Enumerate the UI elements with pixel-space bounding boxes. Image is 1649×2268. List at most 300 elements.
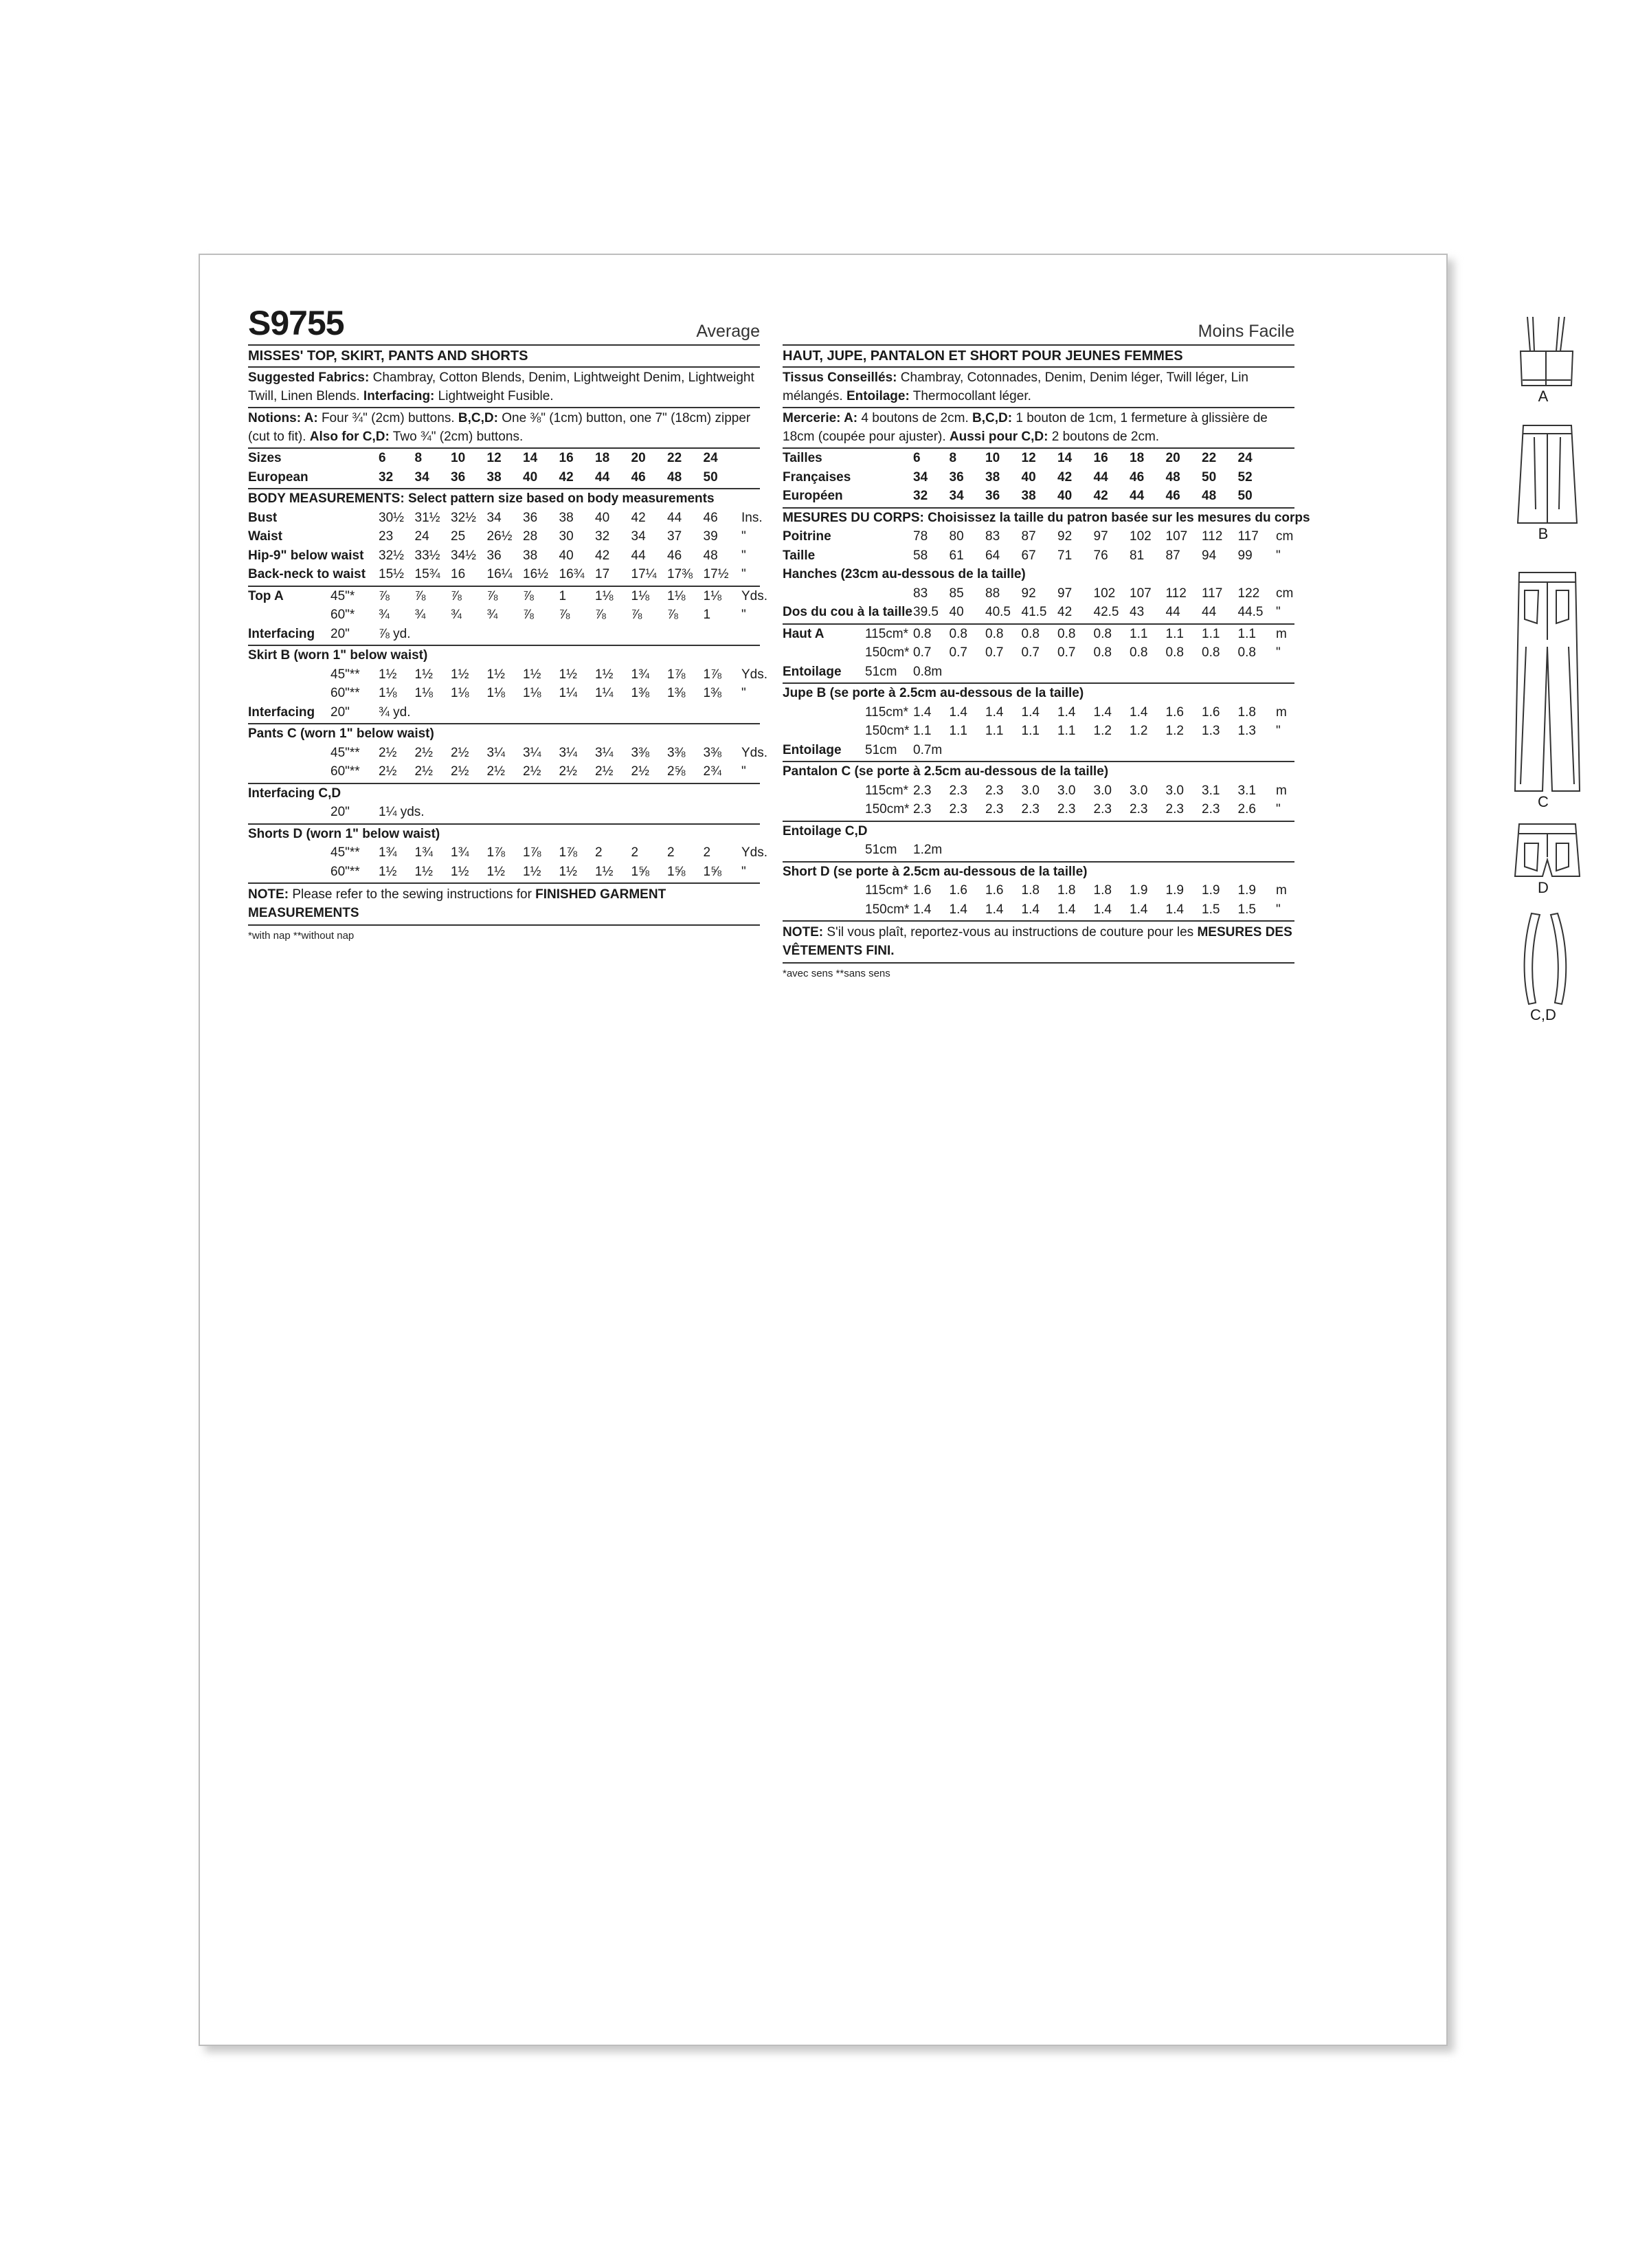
table-cell: 2½ (379, 745, 397, 760)
table-cell: 1½ (451, 864, 469, 879)
table-row (783, 741, 1294, 760)
table-cell: 92 (1057, 529, 1073, 544)
table-cell: 2½ (451, 745, 469, 760)
table-cell: 16 (451, 567, 466, 581)
table-cell: 2½ (595, 764, 614, 779)
table-cell: 18 (595, 451, 610, 465)
table-cell: 0.8 (949, 626, 967, 641)
table-cell: 34 (949, 489, 964, 503)
table-row (248, 587, 768, 606)
table-cell: 0.8 (1130, 645, 1148, 660)
view-label-a: A (1538, 388, 1549, 405)
unit-label: cm (1276, 529, 1294, 544)
unit-label: " (1276, 645, 1281, 660)
table-cell: 26½ (486, 529, 513, 544)
table-row (248, 605, 760, 625)
unit-label: m (1276, 704, 1287, 720)
table-cell: 81 (1130, 548, 1145, 563)
table-cell: 39.5 (913, 605, 939, 619)
yardage-section (783, 863, 1294, 922)
table-cell: 1.1 (985, 724, 1004, 738)
table-cell: 16¾ (559, 567, 585, 581)
interfacing-text-fr: Thermocollant léger. (909, 389, 1031, 403)
table-row (783, 822, 1294, 841)
interfacing-label-fr: Entoilage: (846, 389, 910, 403)
notions-bcd-text-fr: 1 bouton de 1cm, 1 fermeture à glissière de 18cm (coupée pour ajuster). (783, 411, 1268, 444)
table-cell: 0.8 (1237, 645, 1256, 660)
row-label: Jupe B (se porte à 2.5cm au-dessous de la taille) (783, 686, 1084, 700)
table-cell: ⅞ (486, 588, 498, 603)
body-rows-fr (783, 527, 1294, 622)
table-row (783, 565, 1294, 584)
table-cell: 38 (1021, 489, 1036, 503)
table-row (248, 565, 760, 584)
table-cell: 1½ (559, 864, 577, 879)
footnote: *with nap **without nap (248, 930, 355, 942)
table-cell: 48 (1165, 469, 1180, 485)
table-row (248, 784, 760, 803)
fabric-width: 45"** (330, 667, 360, 682)
table-cell: 0.7 (913, 645, 932, 660)
table-cell: 41.5 (1021, 605, 1047, 619)
straps-cd-illustration (1525, 913, 1567, 1004)
table-row (248, 646, 760, 665)
yardage-section (783, 625, 1294, 685)
table-cell: 1.4 (1057, 704, 1076, 720)
table-cell: 2.3 (985, 783, 1004, 798)
table-cell: ¾ (379, 608, 390, 622)
table-cell: 40 (559, 548, 574, 563)
table-cell: 1⅝ (631, 864, 649, 879)
table-cell: 38 (523, 548, 538, 563)
table-row (783, 684, 1294, 703)
table-cell: 2.3 (949, 802, 967, 816)
table-cell: 0.7 (1057, 645, 1076, 660)
table-row (248, 724, 760, 744)
table-cell: 14 (1057, 451, 1073, 465)
table-row (783, 603, 1294, 622)
table-cell: ⅞ (667, 608, 678, 622)
table-cell: 1¾ (451, 845, 469, 860)
table-cell: ⅞ (379, 588, 390, 603)
table-cell: 97 (1057, 586, 1073, 601)
table-cell: 1.8 (1057, 883, 1076, 898)
table-cell: 8 (949, 451, 957, 465)
table-row (783, 881, 1294, 900)
table-cell: 117 (1237, 529, 1259, 544)
table-cell: 0.8 (1093, 626, 1112, 641)
table-cell: 88 (985, 586, 1000, 601)
table-cell: 1.1 (1237, 626, 1256, 641)
table-cell: 34 (414, 469, 429, 485)
table-cell: 24 (1237, 451, 1253, 465)
table-cell: 52 (1237, 469, 1253, 485)
table-row (783, 449, 1294, 468)
english-header (248, 303, 760, 346)
unit-label: " (741, 608, 746, 622)
notions-also-label: Also for C,D: (309, 430, 390, 444)
table-cell: 102 (1130, 529, 1152, 544)
table-cell: 17⅜ (667, 567, 693, 581)
view-label-c: C (1538, 793, 1549, 810)
row-label: Européen (783, 489, 843, 503)
table-cell: 32½ (379, 548, 404, 563)
row-label: Haut A (783, 626, 824, 641)
line-art-column (1485, 317, 1622, 1073)
table-cell: 44 (1093, 469, 1108, 485)
table-row (248, 803, 760, 822)
table-cell: 46 (631, 469, 646, 485)
table-cell: ⅞ (523, 608, 534, 622)
table-cell: 50 (1202, 469, 1217, 485)
row-label: Bust (248, 510, 278, 525)
table-cell: 1.4 (985, 704, 1004, 720)
table-cell: 1.9 (1165, 883, 1184, 898)
unit-label: " (741, 529, 746, 544)
top-a-illustration (1521, 317, 1573, 386)
yardage-section (783, 762, 1294, 822)
table-cell: 1.4 (1130, 902, 1148, 917)
table-cell: 1⅛ (451, 686, 469, 700)
table-cell: 112 (1165, 586, 1187, 601)
table-cell: ¾ (486, 608, 498, 622)
table-row (783, 841, 1294, 860)
french-header (783, 303, 1294, 346)
table-row (248, 527, 760, 546)
table-cell: 3.0 (1057, 783, 1076, 798)
table-cell: 99 (1237, 548, 1253, 563)
table-cell: 24 (414, 529, 429, 544)
table-cell: ⅞ (414, 588, 426, 603)
table-cell: 40 (1021, 469, 1036, 485)
table-cell: ⅞ (523, 588, 534, 603)
row-label: Back-neck to waist (248, 567, 366, 581)
fabric-width: 20" (330, 805, 350, 819)
table-cell: 83 (985, 529, 1000, 544)
fabrics-block-fr (783, 368, 1294, 408)
table-row (783, 800, 1294, 819)
unit-label: " (1276, 548, 1281, 563)
table-cell: 50 (703, 469, 718, 485)
table-row (783, 527, 1294, 546)
table-cell: 2½ (379, 764, 397, 779)
yardage-text: 1¼ yds. (379, 805, 425, 819)
table-cell: 1.9 (1202, 883, 1220, 898)
row-label: Hip-9" below waist (248, 548, 364, 563)
note-text-fr: S'il vous plaît, reportez-vous au instructions de couture pour les (823, 925, 1198, 940)
fabric-width: 115cm* (865, 883, 909, 898)
table-cell: 2½ (523, 764, 541, 779)
interfacing-text: Lightweight Fusible. (434, 389, 554, 403)
table-cell: 46 (1130, 469, 1145, 485)
unit-label: Ins. (741, 510, 763, 525)
table-cell: 2.3 (949, 783, 967, 798)
yardage-text: 0.7m (913, 742, 943, 757)
table-cell: 1.4 (1057, 902, 1076, 917)
table-row (248, 744, 768, 763)
table-cell: 2 (595, 845, 603, 860)
fabrics-label-fr: Tissus Conseillés: (783, 370, 897, 385)
sizes-table-fr (783, 449, 1294, 509)
table-cell: 34½ (451, 548, 476, 563)
table-cell: 3⅜ (703, 745, 721, 760)
fabric-width: 60"** (330, 686, 360, 700)
table-cell: 2½ (559, 764, 577, 779)
table-cell: 0.8 (1021, 626, 1040, 641)
table-cell: 1.3 (1237, 724, 1256, 738)
notions-a-text-fr: 4 boutons de 2cm. (857, 411, 973, 425)
table-cell: 23 (379, 529, 394, 544)
table-cell: 16½ (523, 567, 548, 581)
table-cell: ⅞ (631, 608, 642, 622)
yardage-text: 1.2m (913, 843, 943, 857)
row-label: Taille (783, 548, 816, 563)
table-cell: 1½ (595, 667, 614, 682)
table-cell: 1⅝ (667, 864, 686, 879)
table-row (783, 643, 1294, 663)
table-cell: 92 (1021, 586, 1036, 601)
pattern-code: S9755 (248, 304, 344, 342)
table-row (248, 762, 760, 781)
table-cell: 1½ (414, 667, 433, 682)
table-row (783, 703, 1294, 722)
table-cell: 36 (985, 489, 1000, 503)
unit-label: " (1276, 902, 1281, 917)
unit-label: m (1276, 626, 1287, 641)
table-cell: 1¼ (559, 686, 577, 700)
table-cell: 2½ (414, 764, 433, 779)
table-cell: 2.3 (1057, 802, 1076, 816)
fabric-width: 45"* (330, 588, 355, 603)
table-cell: 10 (985, 451, 1000, 465)
table-cell: 1.4 (949, 902, 967, 917)
table-cell: 42 (595, 548, 610, 563)
table-cell: 1½ (486, 667, 505, 682)
table-row (783, 546, 1294, 566)
table-cell: 42 (1057, 605, 1073, 619)
table-cell: 1.1 (949, 724, 967, 738)
yardage-section (248, 587, 768, 647)
notions-a-text: Four ¾" (2cm) buttons. (317, 411, 458, 425)
row-label: Shorts D (worn 1" below waist) (248, 826, 440, 841)
table-cell: 1.8 (1237, 704, 1256, 720)
fabric-width: 60"* (330, 608, 355, 622)
english-column (248, 303, 768, 944)
table-cell: 22 (1202, 451, 1217, 465)
interfacing-label: Interfacing: (363, 389, 435, 403)
table-cell: 2¾ (703, 764, 721, 779)
table-cell: 78 (913, 529, 928, 544)
table-cell: 31½ (414, 510, 440, 525)
table-cell: 1.4 (949, 704, 967, 720)
yardage-groups (248, 587, 768, 885)
notions-bcd-label: B,C,D: (458, 411, 498, 425)
table-row (783, 762, 1294, 781)
garment-line-art (1485, 317, 1622, 1073)
yardage-section (248, 825, 768, 885)
row-label: European (248, 469, 309, 485)
notions-block-fr (783, 408, 1294, 449)
pattern-envelope-back (199, 254, 1556, 2046)
row-label: Pantalon C (se porte à 2.5cm au-dessous de la taille) (783, 764, 1109, 779)
table-cell: 42 (1093, 489, 1108, 503)
table-cell: 40 (523, 469, 538, 485)
view-label-cd: C,D (1530, 1006, 1556, 1023)
unit-label: " (741, 864, 746, 879)
fabric-width: 115cm* (865, 783, 909, 798)
table-cell: 1¾ (414, 845, 433, 860)
fabric-width: 51cm (865, 664, 897, 679)
table-cell: 1⅜ (667, 686, 686, 700)
fabric-width: 51cm (865, 843, 897, 857)
row-label: Skirt B (worn 1" below waist) (248, 648, 428, 663)
table-row (783, 625, 1294, 644)
table-cell: 1.5 (1202, 902, 1220, 917)
yardage-section (248, 724, 768, 784)
yardage-section (248, 646, 768, 724)
unit-label: " (1276, 802, 1281, 816)
table-cell: 1¾ (379, 845, 397, 860)
table-cell: 32 (595, 529, 610, 544)
table-cell: 1.6 (913, 883, 932, 898)
notions-bcd-text: One ⅜" (1cm) button, one 7" (18cm) zipper (cut to fit). (248, 411, 751, 444)
skirt-b-illustration (1518, 425, 1577, 523)
row-label: Entoilage (783, 742, 842, 757)
yardage-text: ¾ yd. (379, 704, 411, 720)
table-cell: 42 (559, 469, 574, 485)
table-cell: 1½ (379, 864, 397, 879)
note (248, 884, 760, 926)
table-cell: 15½ (379, 567, 404, 581)
table-cell: 42.5 (1093, 605, 1119, 619)
row-label: Short D (se porte à 2.5cm au-dessous de la taille) (783, 864, 1088, 879)
table-cell: 122 (1237, 586, 1260, 601)
body-measurements-table (248, 489, 763, 587)
table-cell: 1⅞ (667, 667, 686, 682)
table-cell: 112 (1202, 529, 1223, 544)
table-cell: 3¼ (523, 745, 541, 760)
fabric-width: 20" (330, 704, 350, 720)
unit-label: " (1276, 724, 1281, 738)
table-cell: 44.5 (1237, 605, 1264, 619)
table-cell: 0.8 (1165, 645, 1184, 660)
yardage-groups-fr (783, 625, 1294, 922)
row-label: Pants C (worn 1" below waist) (248, 726, 434, 741)
notions-also-label-fr: Aussi pour C,D: (949, 430, 1048, 444)
body-measurements-title: BODY MEASUREMENTS: Select pattern size based on body measurements (248, 491, 715, 506)
table-cell: 20 (631, 451, 646, 465)
table-cell: 46 (703, 510, 718, 525)
table-cell: 0.8 (913, 626, 932, 641)
table-cell: 1.8 (1021, 883, 1040, 898)
table-row (248, 509, 763, 528)
table-cell: 1⅛ (667, 588, 686, 603)
table-cell: 30½ (379, 510, 404, 525)
table-row (783, 584, 1294, 603)
fabric-width: 45"** (330, 845, 360, 860)
table-cell: 2½ (486, 764, 505, 779)
table-cell: 3¼ (559, 745, 577, 760)
table-cell: 42 (631, 510, 646, 525)
table-cell: 40 (1057, 489, 1073, 503)
table-cell: 44 (595, 469, 610, 485)
table-cell: 1½ (559, 667, 577, 682)
table-cell: 1⅜ (703, 686, 721, 700)
table-cell: 1.8 (1093, 883, 1112, 898)
table-cell: 1½ (523, 667, 541, 682)
table-cell: 48 (667, 469, 682, 485)
fabric-width: 60"** (330, 864, 360, 879)
table-cell: 80 (949, 529, 964, 544)
sizes-table (248, 449, 760, 489)
table-cell: 36 (451, 469, 466, 485)
table-cell: 1.5 (1237, 902, 1256, 917)
table-row (783, 468, 1294, 487)
table-cell: 3.0 (1021, 783, 1040, 798)
table-cell: 33½ (414, 548, 440, 563)
notions-label: Notions: A: (248, 411, 318, 425)
row-label: Poitrine (783, 529, 831, 544)
table-cell: 0.8 (985, 626, 1004, 641)
table-cell: 43 (1130, 605, 1145, 619)
table-cell: 1.1 (1130, 626, 1148, 641)
table-cell: 107 (1165, 529, 1188, 544)
table-cell: 0.8 (1202, 645, 1220, 660)
table-cell: 1.2 (1130, 724, 1148, 738)
notions-bcd-label-fr: B,C,D: (972, 411, 1013, 425)
fabrics-text: Chambray, Cotton Blends, Denim, Lightweight Denim, Lightweight Twill, Linen Blends. (248, 370, 754, 403)
table-cell: 12 (486, 451, 502, 465)
table-cell: 14 (523, 451, 538, 465)
table-cell: 3.0 (1130, 783, 1148, 798)
table-cell: 2.3 (1021, 802, 1040, 816)
table-row (248, 546, 760, 566)
table-cell: 1.6 (1165, 704, 1184, 720)
table-row (783, 900, 1294, 920)
table-cell: 46 (667, 548, 682, 563)
unit-label: m (1276, 883, 1287, 898)
yardage-section (783, 684, 1294, 762)
fabric-width: 45"** (330, 745, 360, 760)
table-cell: 17 (595, 567, 610, 581)
table-cell: 1⅞ (559, 845, 577, 860)
table-cell: 87 (1165, 548, 1180, 563)
table-cell: 42 (1057, 469, 1073, 485)
table-cell: 1¼ (595, 686, 614, 700)
table-cell: 36 (949, 469, 964, 485)
table-cell: 1.4 (913, 902, 932, 917)
table-cell: 0.7 (1021, 645, 1040, 660)
unit-label: " (741, 764, 746, 779)
table-cell: 1.3 (1202, 724, 1220, 738)
table-row (248, 449, 760, 468)
table-cell: 48 (703, 548, 718, 563)
table-cell: ⅞ (559, 608, 570, 622)
table-cell: 16¼ (486, 567, 513, 581)
yardage-section (248, 784, 760, 825)
table-cell: 1.1 (1165, 626, 1184, 641)
unit-label: m (1276, 783, 1287, 798)
table-cell: 1.2 (1165, 724, 1184, 738)
table-cell: 20 (1165, 451, 1180, 465)
table-cell: 1⅞ (523, 845, 541, 860)
table-cell: 1⅞ (703, 667, 721, 682)
row-label: Entoilage C,D (783, 823, 868, 838)
table-cell: 3.0 (1093, 783, 1112, 798)
table-cell: 1⅛ (486, 686, 505, 700)
notions-also-text-fr: 2 boutons de 2cm. (1048, 430, 1160, 444)
table-cell: 85 (949, 586, 964, 601)
